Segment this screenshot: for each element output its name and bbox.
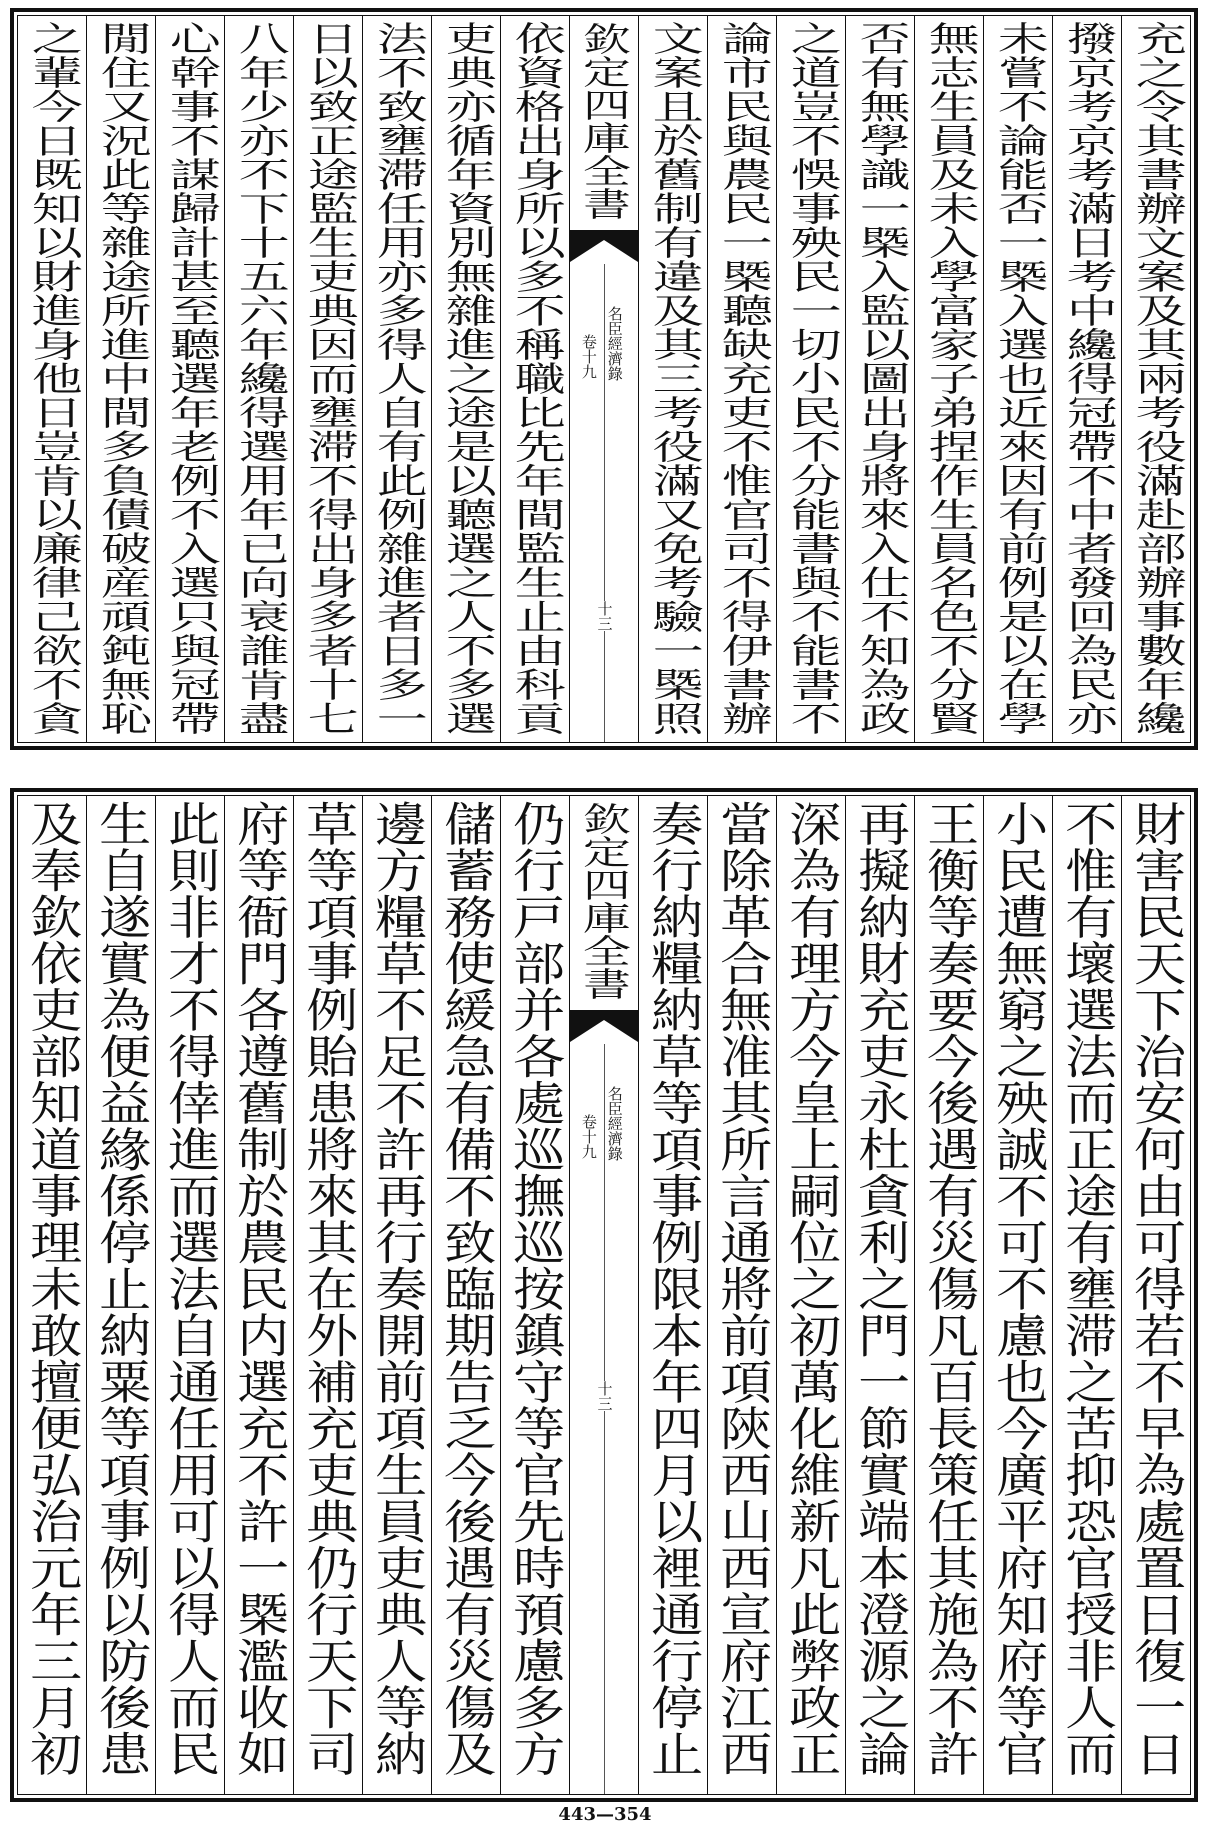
column-text: 論市民與農民一槩聽缺充吏不惟官司不得伊書辦: [712, 21, 772, 735]
fishtail-mark: [570, 1010, 638, 1044]
center-column: [569, 796, 638, 1794]
text-column: [500, 796, 569, 1794]
column-text: 法不致壅滞任用亦多得人自有此例雜進者日多一: [367, 21, 427, 735]
page-footer: 443—354: [558, 1804, 652, 1825]
volume-label: 卷十九: [579, 1114, 598, 1159]
text-column: [224, 796, 293, 1794]
text-column: [18, 16, 86, 742]
page-frame: [17, 795, 1191, 1795]
text-column: [1121, 796, 1190, 1794]
column-text: 再擬納財充吏永杜貪利之門一節實端本澄源之論: [850, 800, 911, 1777]
column-text: 之道豈不悞事殃民一切小民不分能書與不能書不: [781, 21, 841, 735]
column-text: 及奉欽依吏部知道事理未敢擅便弘治元年三月初: [22, 800, 83, 1777]
work-title: 名臣經濟錄: [605, 306, 624, 381]
text-column: [707, 796, 776, 1794]
text-column: [845, 16, 914, 742]
text-column: [638, 796, 707, 1794]
column-text: 閒住又況此等雜途所進中間多負債破産頑鈍無恥: [91, 21, 151, 735]
column-text: 不惟有壞選法而正途有壅滞之苦抑恐官授非人而: [1057, 800, 1118, 1777]
column-text: 邊方糧草不足不許再行奏開前項生員吏典人等納: [367, 800, 428, 1777]
book-title: 欽定四庫全書: [575, 802, 633, 1000]
text-column: [18, 796, 86, 1794]
text-column: [1121, 16, 1190, 742]
work-title: 名臣經濟錄: [605, 1086, 624, 1161]
column-text: 此則非才不得倖進而選法自通任用可以得人而民: [160, 800, 221, 1777]
column-text: 深為有理方今皇上嗣位之初萬化維新凡此弊政正: [781, 800, 842, 1777]
text-column: [431, 796, 500, 1794]
text-column: [431, 16, 500, 742]
column-text: 小民遭無窮之殃誠不可不慮也今廣平府知府等官: [988, 800, 1049, 1777]
text-column: [155, 16, 224, 742]
leaf-number: 十三: [595, 601, 614, 631]
column-text: 府等衙門各遵舊制於農民内選充不許一槩濫收如: [229, 800, 290, 1777]
text-column: [914, 16, 983, 742]
column-text: 依資格出身所以多不稱職比先年間監生止由科貢: [505, 21, 565, 735]
column-text: 之輩今日既知以財進身他日豈肯以廉律己欲不貪: [22, 21, 82, 735]
text-column: [86, 796, 155, 1794]
page-bottom: [10, 788, 1198, 1802]
text-column: [983, 16, 1052, 742]
column-text: 撥京考京考滿日考中纔得冠帶不中者發回為民亦: [1057, 21, 1117, 735]
text-column: [914, 796, 983, 1794]
column-text: 財害民天下治安何由可得若不早為處置日復一日: [1126, 800, 1187, 1777]
column-text: 儲蓄務使緩急有備不致臨期告乏今後遇有災傷及: [436, 800, 497, 1777]
column-text: 生自遂實為便益緣係停止納粟等項事例以防後患: [91, 800, 152, 1777]
column-text: 無志生員及未入學富家子弟捏作生員名色不分賢: [919, 21, 979, 735]
column-text: 未嘗不論能否一槩入選也近來因有前例是以在學: [988, 21, 1048, 735]
leaf-number: 十三: [595, 1381, 614, 1411]
column-text: 文案且於舊制有違及其三考役滿又免考驗一槩照: [643, 21, 703, 735]
page-frame: [17, 15, 1191, 743]
column-text: 草等項事例貽患將來其在外補充吏典仍行天下司: [298, 800, 359, 1777]
text-column: [707, 16, 776, 742]
page-top: [10, 8, 1198, 750]
text-column: [1052, 796, 1121, 1794]
column-text: 王衡等奏要今後遇有災傷凡百長策任其施為不許: [919, 800, 980, 1777]
volume-label: 卷十九: [579, 334, 598, 379]
text-column: [224, 16, 293, 742]
column-text: 否有無學識一槩入監以圖出身將來入仕不知為政: [850, 21, 910, 735]
column-text: 八年少亦不下十五六年纔得選用年已向衰誰肯盡: [229, 21, 289, 735]
center-line: [604, 1044, 605, 1794]
column-text: 充之令其書辦文案及其兩考役滿赴部辦事數年纔: [1126, 21, 1186, 735]
text-column: [293, 796, 362, 1794]
column-text: 仍行戸部并各處巡撫巡按鎮守等官先時預慮多方: [505, 800, 566, 1777]
text-column: [293, 16, 362, 742]
fishtail-mark: [570, 230, 638, 264]
center-column: [569, 16, 638, 742]
column-text: 心幹事不謀歸計甚至聽選年老例不入選只與冠帶: [160, 21, 220, 735]
text-column: [776, 796, 845, 1794]
text-column: [155, 796, 224, 1794]
book-title: 欽定四庫全書: [575, 22, 633, 220]
column-text: 當除革合無准其所言通將前項陝西山西宣府江西: [712, 800, 773, 1777]
text-column: [86, 16, 155, 742]
text-column: [776, 16, 845, 742]
center-line: [604, 264, 605, 742]
text-column: [638, 16, 707, 742]
text-column: [983, 796, 1052, 1794]
text-column: [362, 16, 431, 742]
text-column: [845, 796, 914, 1794]
column-text: 奏行納糧納草等項事例限本年四月以裡通行停止: [643, 800, 704, 1777]
text-column: [1052, 16, 1121, 742]
column-text: 吏典亦循年資別無雜進之途是以聽選之人不多選: [436, 21, 496, 735]
text-column: [362, 796, 431, 1794]
column-text: 日以致正途監生吏典因而壅滞不得出身多者十七: [298, 21, 358, 735]
text-column: [500, 16, 569, 742]
